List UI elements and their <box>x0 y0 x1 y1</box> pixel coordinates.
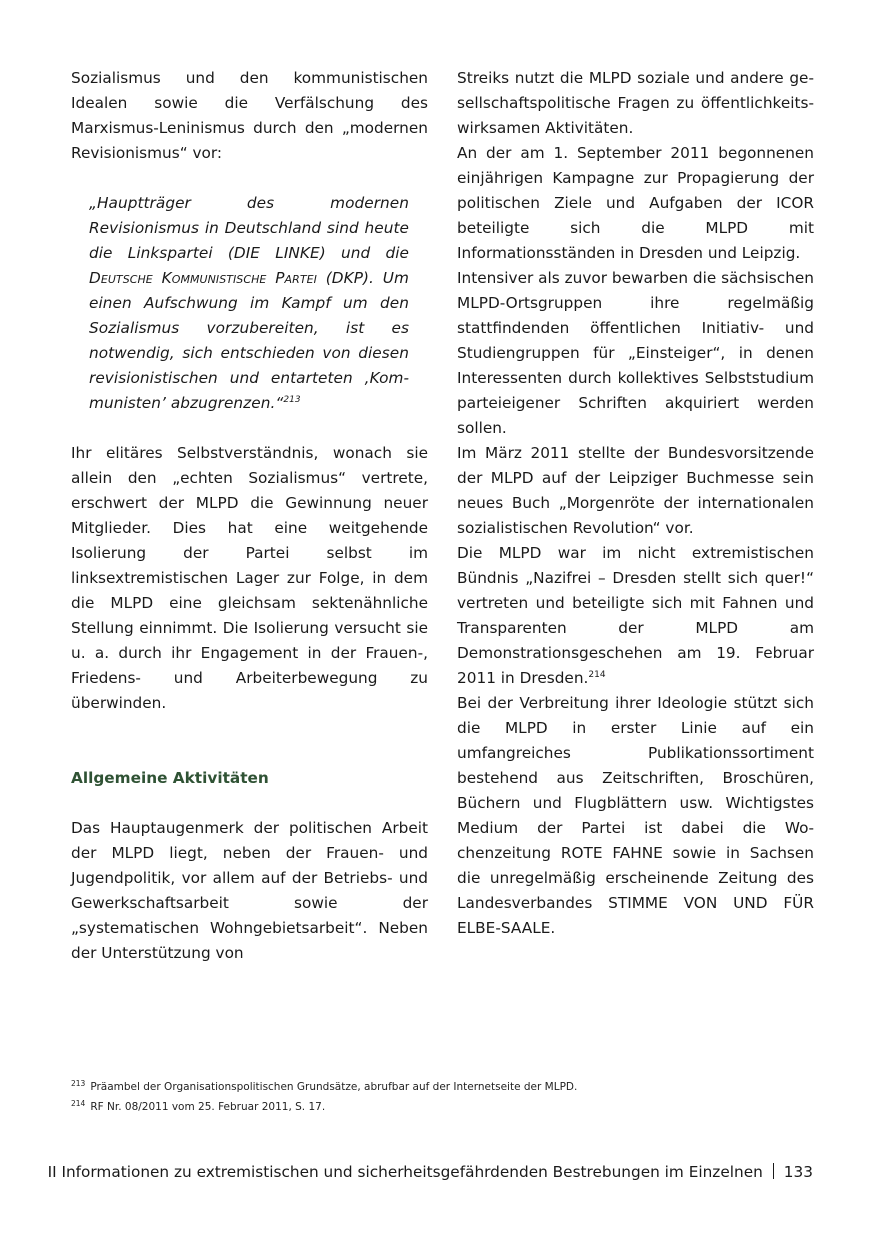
paragraph-local-groups: Intensiver als zuvor bewarben die sächsischen MLPD-Ortsgruppen ihre regelmäßig stattfindenden öffentlichen Initiativ- und Studiengruppen für „Einsteiger“, in denen Interessenten durch kollektives Selbststudium parteieigener Schriften akquiriert werden sollen. <box>457 269 814 437</box>
quote-text-end: (DKP). Um einen Aufschwung im Kampf um den Sozialismus vorzubereiten, ist es notwendig, sich entschieden von diesen revisionistischen und entarteten ‚Kommunisten’ abzugrenzen.“ <box>89 269 409 412</box>
footnotes <box>71 1077 811 1117</box>
left-column <box>71 66 428 966</box>
paragraph-strikes: Streiks nutzt die MLPD soziale und andere gesellschaftspolitische Fragen zu öffentlichkeitswirksamen Aktivitäten. <box>457 69 814 137</box>
quote-party-name: Deutsche Kommunistische Partei <box>89 269 317 287</box>
footer-divider <box>773 1163 774 1179</box>
footnote-ref-213[interactable]: 213 <box>283 394 301 405</box>
paragraph-nazifrei <box>457 541 814 691</box>
blockquote <box>89 191 409 416</box>
footnote-text: Präambel der Organisationspolitischen Grundsätze, abrufbar auf der Internetseite der MLPD. <box>90 1081 578 1093</box>
nazifrei-text: Die MLPD war im nicht extremistischen Bündnis „Nazifrei – Dresden stellt sich quer!“ vertreten und beteiligte sich mit Fahnen und Transparenten der MLPD am Demonstrationsgeschehen am 19. Februar 2011 in Dresden. <box>457 544 814 687</box>
footnote-214 <box>71 1097 811 1117</box>
footnote-number: 213 <box>71 1078 86 1088</box>
footnote-213 <box>71 1077 811 1097</box>
section-heading: Allgemeine Aktivitäten <box>71 769 269 787</box>
paragraph-book-fair: Im März 2011 stellte der Bundesvorsitzende der MLPD auf der Leipziger Buchmesse sein neues Buch „Morgenröte der internationalen sozialistischen Revolution“ vor. <box>457 444 814 537</box>
footnote-text: RF Nr. 08/2011 vom 25. Februar 2011, S. 17. <box>90 1101 326 1113</box>
quote-text-start: „Hauptträger des modernen Revisionismus in Deutschland sind heute die Linkspartei (DIE LINKE) und die <box>89 194 409 262</box>
footnote-number: 214 <box>71 1098 86 1108</box>
page-footer <box>48 1161 813 1183</box>
right-column <box>457 66 814 941</box>
paragraph-publications: Bei der Verbreitung ihrer Ideologie stützt sich die MLPD in erster Linie auf ein umfangreiches Publikationssortiment bestehend aus Zeitschriften, Broschüren, Büchern und Flugblättern usw. Wichtigstes Medium der Partei ist dabei die Wochenzeitung ROTE FAHNE sowie in Sachsen die unregelmäßig erscheinende Zeitung des Landesverbandes STIMME VON UND FÜR ELBE-SAALE. <box>457 694 814 937</box>
paragraph-icor-campaign: An der am 1. September 2011 begonnenen einjährigen Kampagne zur Propagierung der politischen Ziele und Aufgaben der ICOR beteiligte sich die MLPD mit Informationsständen in Dresden und Leipzig. <box>457 144 814 262</box>
page-number: 133 <box>783 1163 813 1181</box>
paragraph-intro: Sozialismus und den kommunistischen Idealen sowie die Verfälschung des Marxismus-Leninismus durch den „modernen Revisionismus“ vor: <box>71 69 428 162</box>
chapter-title: II Informationen zu extremistischen und sicherheitsgefährdenden Bestrebungen im Einzelnen <box>47 1163 763 1181</box>
paragraph-self-image: Ihr elitäres Selbstverständnis, wonach sie allein den „echten Sozialismus“ vertrete, erschwert der MLPD die Gewinnung neuer Mitglieder. Dies hat eine weitgehende Isolierung der Partei selbst im linksextremistischen Lager zur Folge, in dem die MLPD eine gleichsam sektenähnliche Stellung einnimmt. Die Isolierung versucht sie u. a. durch ihr Engagement in der Frauen-, Friedens- und Arbeiterbewegung zu überwinden. <box>71 444 428 712</box>
footnote-ref-214[interactable]: 214 <box>588 669 606 680</box>
paragraph-activities: Das Hauptaugenmerk der politischen Arbeit der MLPD liegt, neben der Frauen- und Jugendpolitik, vor allem auf der Betriebs- und Gewerkschaftsarbeit sowie der „systematischen Wohngebietsarbeit“. Neben der Unterstützung von <box>71 819 428 962</box>
